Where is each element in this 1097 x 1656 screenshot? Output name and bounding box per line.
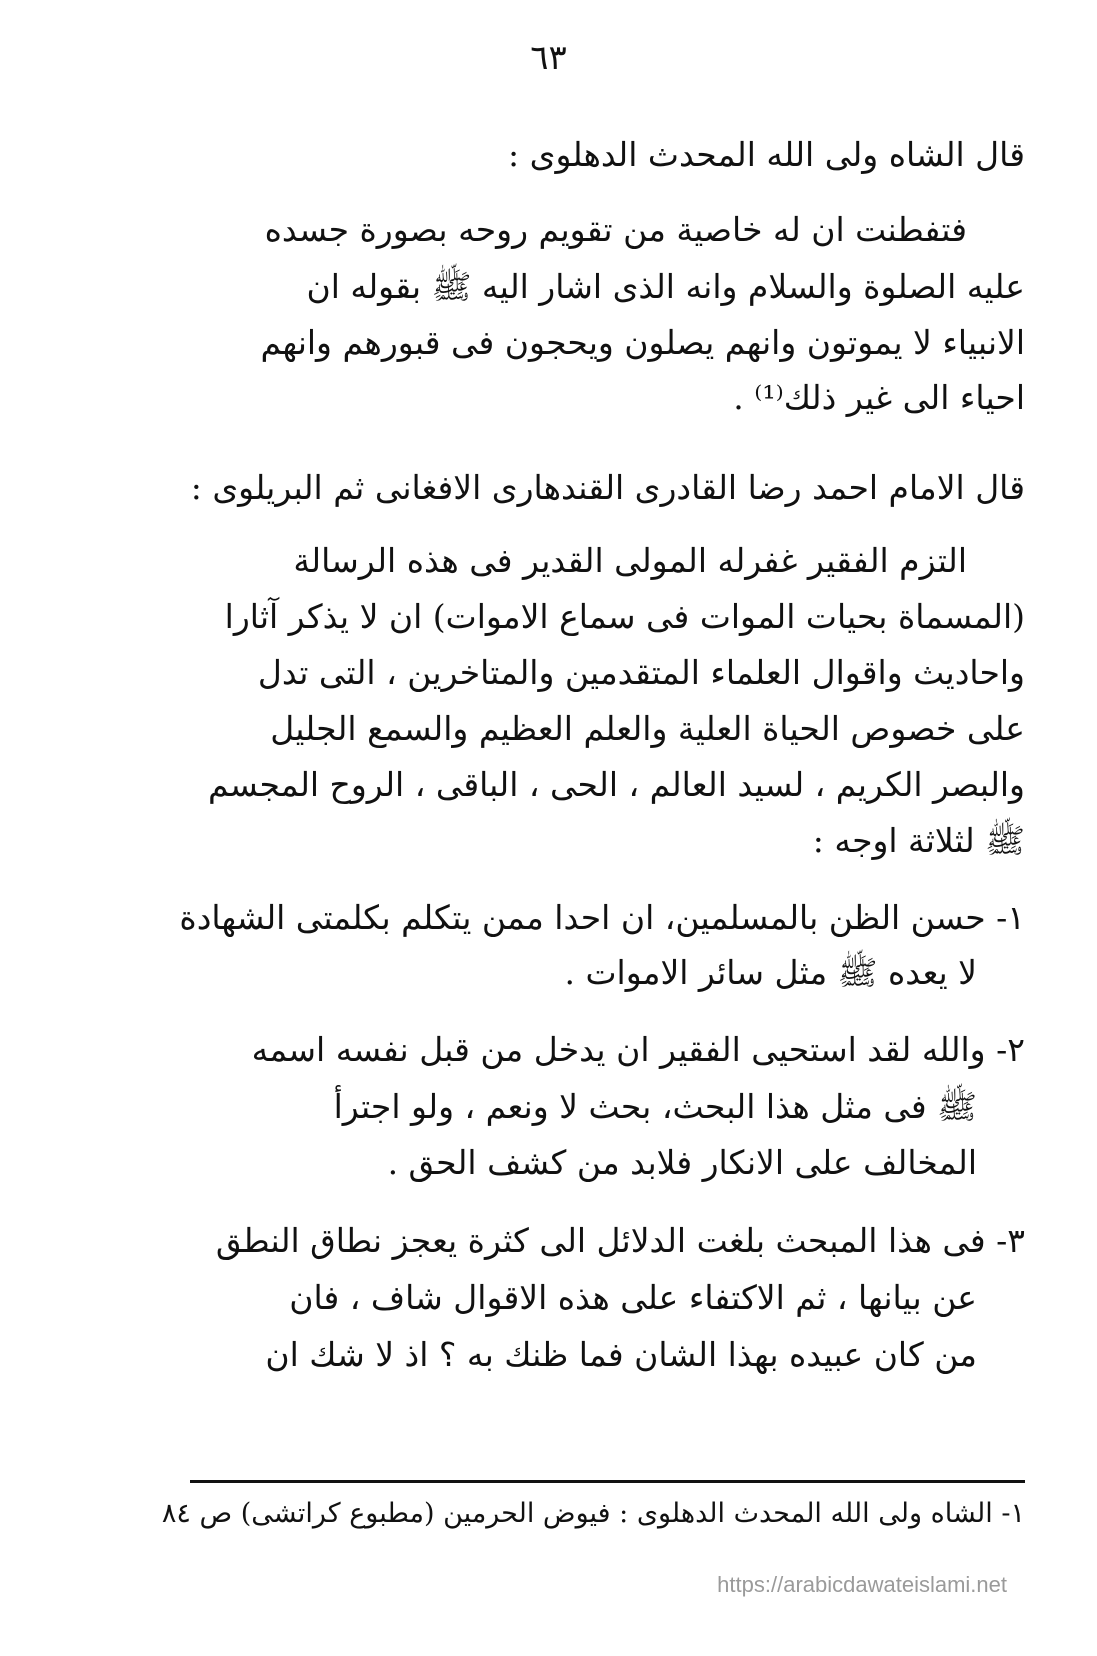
list-item-2-line-3: المخالف على الانكار فلابد من كشف الحق .	[387, 1143, 977, 1182]
list-item-1-line-1: ١- حسن الظن بالمسلمين، ان احدا ممن يتكلم بكلمتى الشهادة	[179, 898, 1025, 937]
list-item-2-line-2: ﷺ فى مثل هذا البحث، بحث لا ونعم ، ولو اجترأ	[333, 1087, 977, 1126]
quote-1-line-1: فتفطنت ان له خاصية من تقويم روحه بصورة جسده	[264, 210, 967, 249]
list-item-3-line-1: ٣- فى هذا المبحث بلغت الدلائل الى كثرة يعجز نطاق النطق	[215, 1221, 1025, 1260]
page-number: ٦٣	[530, 38, 567, 78]
quote-1-line-4: احياء الى غير ذلك⁽¹⁾ .	[733, 378, 1025, 417]
watermark-url: https://arabicdawateislami.net	[717, 1572, 1007, 1597]
quote-1-line-3: الانبياء لا يموتون وانهم يصلون ويحجون فى قبورهم وانهم	[260, 323, 1025, 362]
quote-2-line-5: والبصر الكريم ، لسيد العالم ، الحى ، الباقى ، الروح المجسم	[208, 765, 1025, 804]
footnote: ١- الشاه ولى الله المحدث الدهلوى : فيوض الحرمين (مطبوع كراتشى) ص ٨٤	[161, 1498, 1025, 1529]
list-item-1-line-2: لا يعده ﷺ مثل سائر الاموات .	[564, 953, 977, 992]
quote-2-line-3: واحاديث واقوال العلماء المتقدمين والمتاخرين ، التى تدل	[257, 653, 1025, 692]
quote-1-line-2: عليه الصلوة والسلام وانه الذى اشار اليه ﷺ بقوله ان	[306, 267, 1025, 306]
quote-2-line-2: (المسماة بحيات الموات فى سماع الاموات) ان لا يذكر آثارا	[224, 597, 1025, 636]
quote-2-line-4: على خصوص الحياة العلية والعلم العظيم والسمع الجليل	[270, 709, 1025, 748]
quote-2-line-1: التزم الفقير غفرله المولى القدير فى هذه الرسالة	[293, 541, 967, 580]
footnote-rule	[190, 1480, 1025, 1483]
heading-2: قال الامام احمد رضا القادرى القندهارى الافغانى ثم البريلوى :	[190, 468, 1025, 507]
heading-1: قال الشاه ولى الله المحدث الدهلوى :	[508, 135, 1025, 174]
quote-2-line-6: ﷺ لثلاثة اوجه :	[812, 821, 1025, 860]
list-item-3-line-2: عن بيانها ، ثم الاكتفاء على هذه الاقوال شاف ، فان	[289, 1278, 977, 1317]
list-item-2-line-1: ٢- والله لقد استحيى الفقير ان يدخل من قبل نفسه اسمه	[251, 1030, 1025, 1069]
list-item-3-line-3: من كان عبيده بهذا الشان فما ظنك به ؟ اذ لا شك ان	[265, 1335, 977, 1374]
